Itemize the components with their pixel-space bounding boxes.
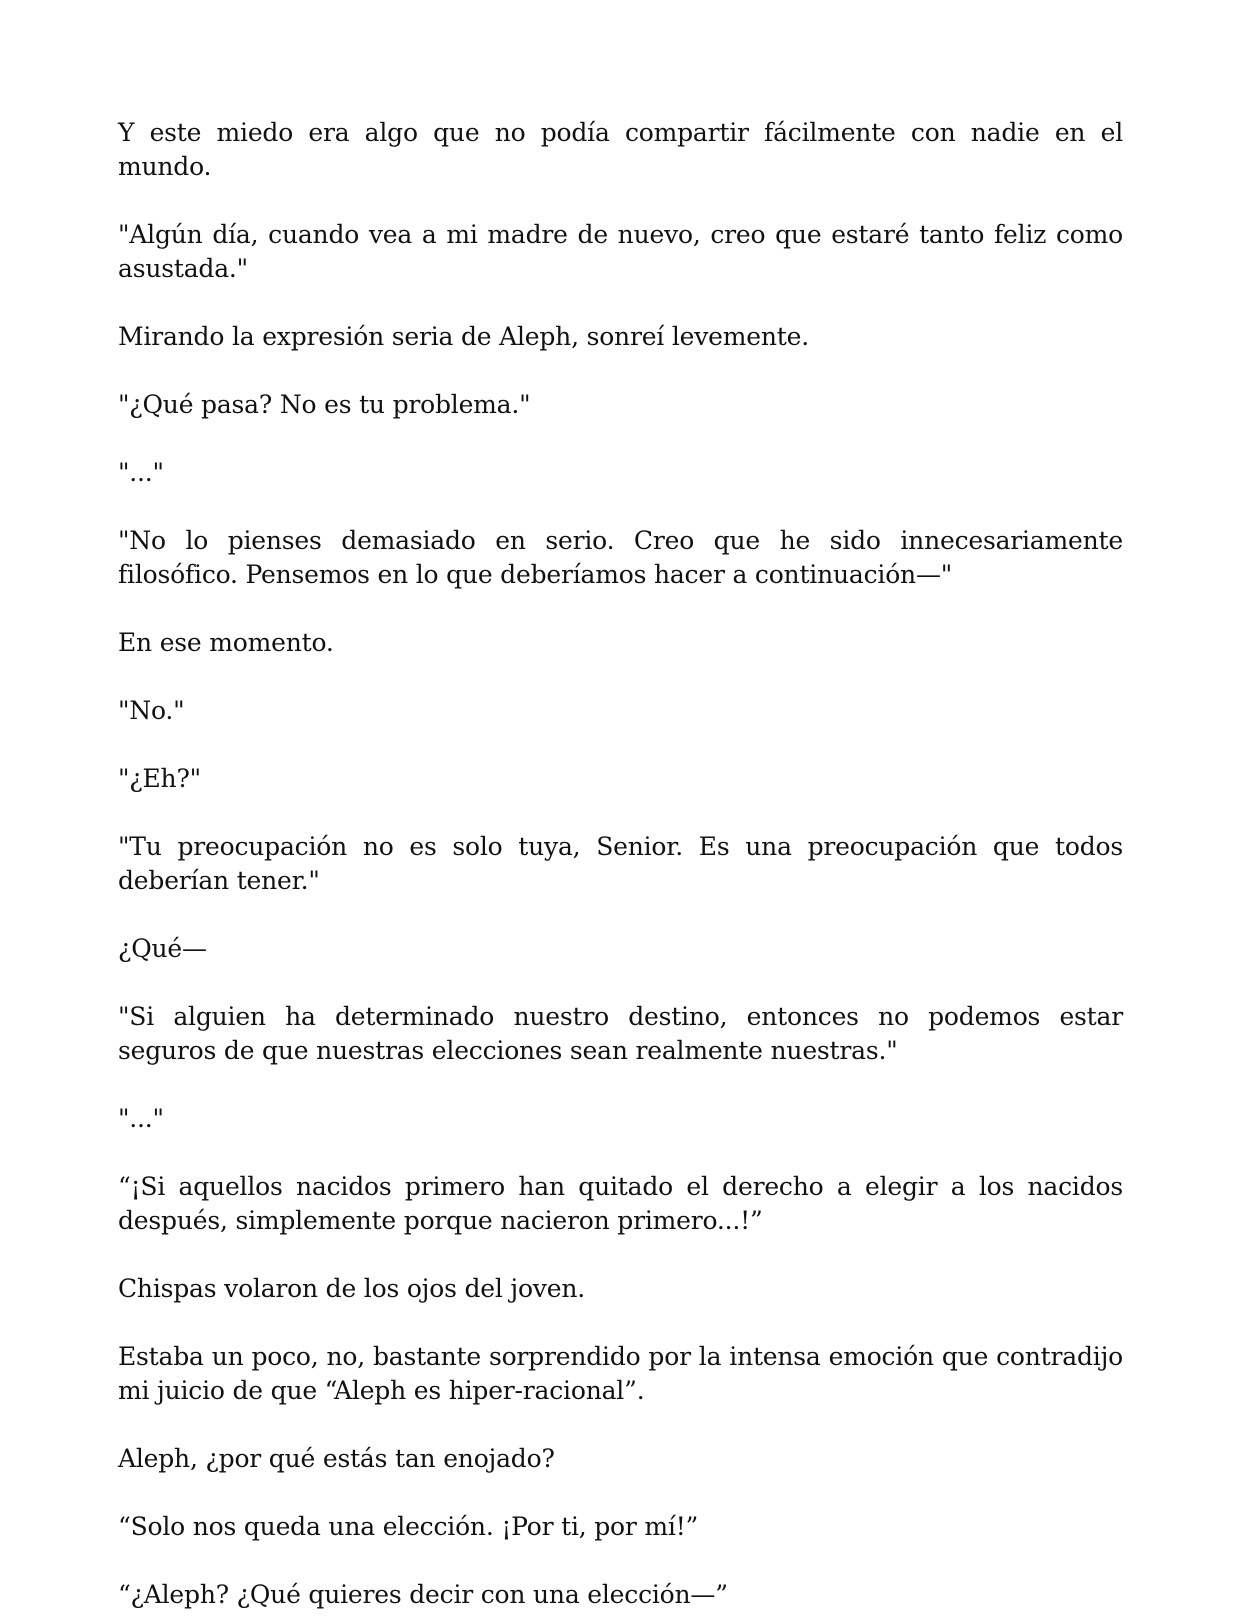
paragraph: Aleph, ¿por qué estás tan enojado?: [118, 1444, 555, 1473]
paragraph: Y este miedo era algo que no podía compartir fácilmente con nadie en el mundo.: [118, 118, 1123, 181]
paragraph: "Algún día, cuando vea a mi madre de nuevo, creo que estaré tanto feliz como asustada.": [118, 220, 1123, 283]
paragraph: "Tu preocupación no es solo tuya, Senior. Es una preocupación que todos deberían tener.": [118, 832, 1123, 895]
paragraph: "...": [118, 458, 164, 487]
paragraph: "¿Eh?": [118, 764, 201, 793]
paragraph: ¿Qué—: [118, 934, 207, 963]
paragraph: Estaba un poco, no, bastante sorprendido por la intensa emoción que contradijo mi juicio de que “Aleph es hiper-racional”.: [118, 1342, 1123, 1405]
paragraph: "...": [118, 1104, 164, 1133]
paragraph: “¡Si aquellos nacidos primero han quitado el derecho a elegir a los nacidos después, simplemente porque nacieron primero...!”: [118, 1172, 1123, 1235]
paragraph: "¿Qué pasa? No es tu problema.": [118, 390, 531, 419]
paragraph: "Si alguien ha determinado nuestro destino, entonces no podemos estar seguros de que nuestras elecciones sean realmente nuestras.": [118, 1002, 1123, 1065]
paragraph: Chispas volaron de los ojos del joven.: [118, 1274, 585, 1303]
paragraph: “Solo nos queda una elección. ¡Por ti, por mí!”: [118, 1512, 699, 1541]
paragraph: “¿Aleph? ¿Qué quieres decir con una elección—”: [118, 1580, 728, 1609]
paragraph: Mirando la expresión seria de Aleph, sonreí levemente.: [118, 322, 809, 351]
paragraph: En ese momento.: [118, 628, 334, 657]
paragraph: "No.": [118, 696, 185, 725]
paragraph: "No lo pienses demasiado en serio. Creo que he sido innecesariamente filosófico. Pensemos en lo que deberíamos hacer a continuación—": [118, 526, 1123, 589]
